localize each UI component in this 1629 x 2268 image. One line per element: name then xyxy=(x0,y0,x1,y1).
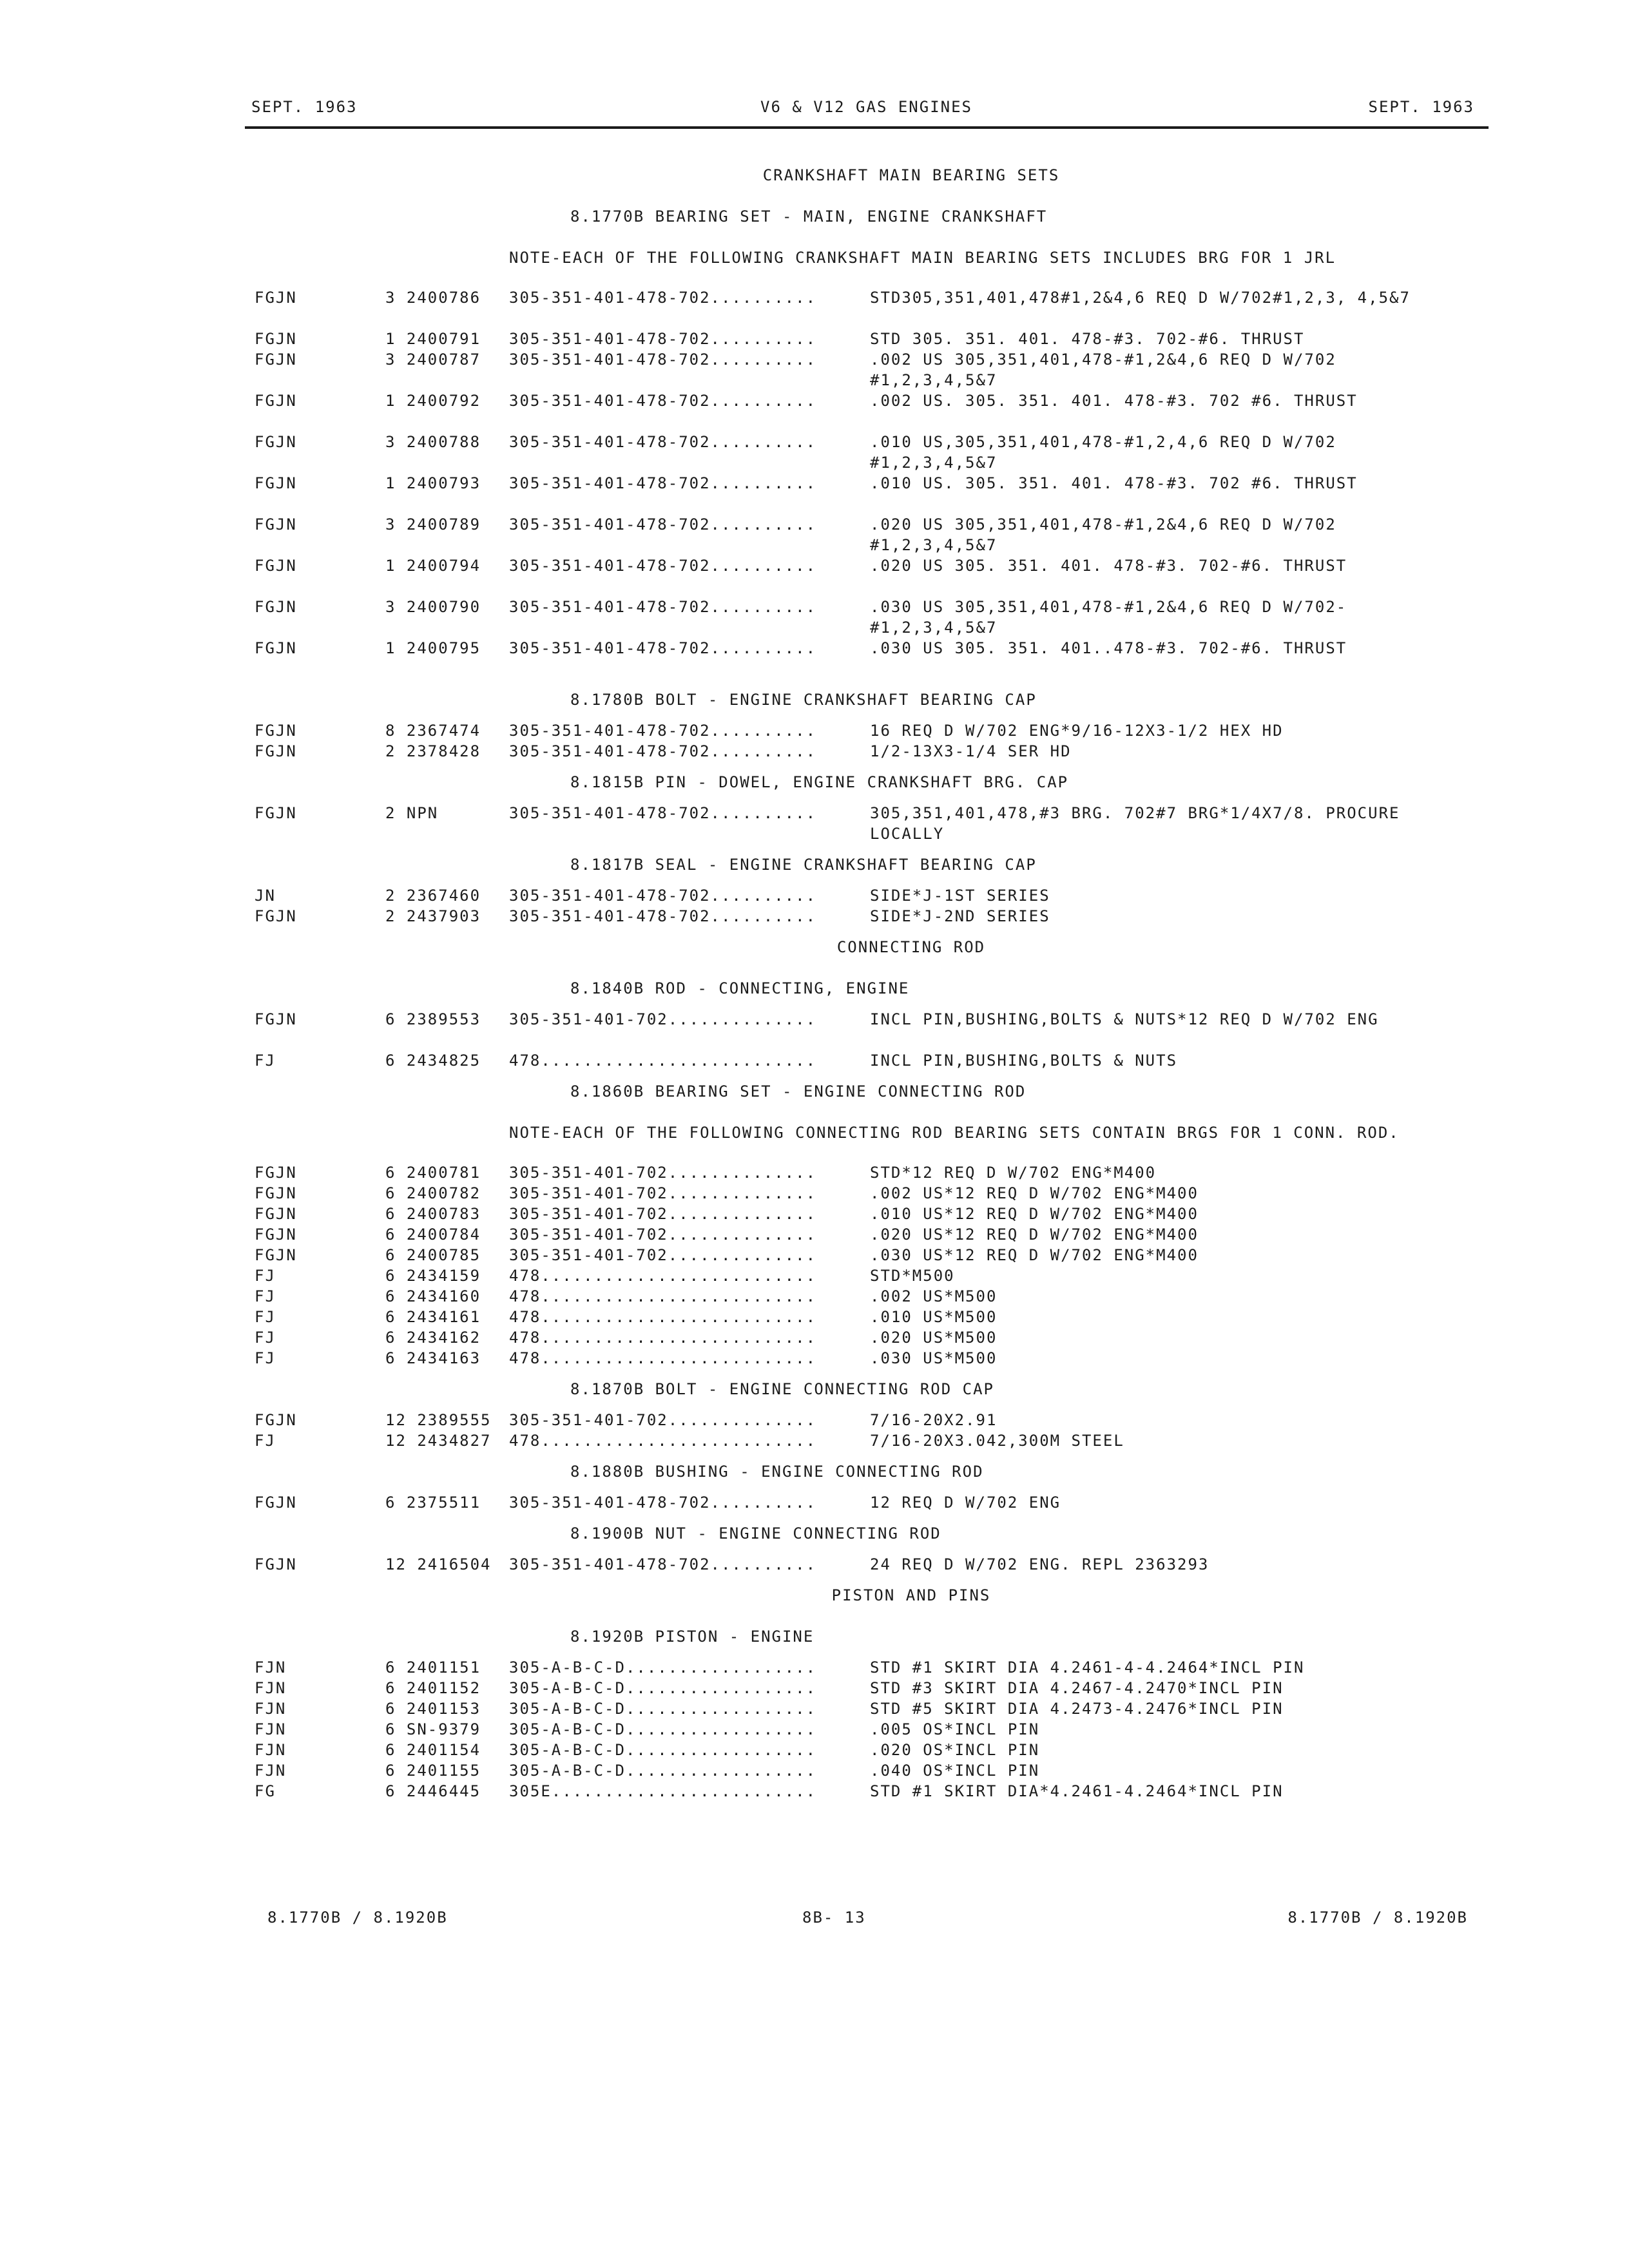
model-code: FGJN xyxy=(255,1225,297,1244)
table-row xyxy=(0,1307,1629,1327)
applicable-models: 305-351-401-702.............. xyxy=(509,1411,817,1429)
parts-list xyxy=(0,155,1629,1802)
model-code: FGJN xyxy=(255,804,297,822)
model-code: FGJN xyxy=(255,639,297,657)
table-row xyxy=(0,1327,1629,1348)
model-code: FGJN xyxy=(255,907,297,925)
qty-part-number: 6 2401155 xyxy=(385,1762,481,1780)
model-code: FGJN xyxy=(255,1494,297,1512)
applicable-models: 478.......................... xyxy=(509,1349,817,1367)
part-description: 16 REQ D W/702 ENG*9/16-12X3-1/2 HEX HD xyxy=(870,722,1284,740)
part-description: .020 OS*INCL PIN xyxy=(870,1741,1040,1759)
table-row xyxy=(0,1657,1629,1678)
qty-part-number: 1 2400795 xyxy=(385,639,481,657)
applicable-models: 305-351-401-702.............. xyxy=(509,1164,817,1182)
applicable-models: 305-351-401-702.............. xyxy=(509,1205,817,1223)
applicable-models: 305-351-401-478-702.......... xyxy=(509,804,817,822)
group-title: 8.1900B NUT - ENGINE CONNECTING ROD xyxy=(570,1524,941,1542)
part-description: 7/16-20X3.042,300M STEEL xyxy=(870,1432,1124,1450)
qty-part-number: 12 2416504 xyxy=(385,1555,492,1573)
table-row xyxy=(0,1492,1629,1513)
group-title: 8.1920B PISTON - ENGINE xyxy=(570,1628,815,1646)
applicable-models: 305-351-401-478-702.......... xyxy=(509,742,817,760)
applicable-models: 305-351-401-478-702.......... xyxy=(509,1555,817,1573)
part-description: SIDE*J-2ND SERIES xyxy=(870,907,1050,925)
table-row xyxy=(0,287,1629,329)
qty-part-number: 6 2434161 xyxy=(385,1308,481,1326)
qty-part-number: 1 2400791 xyxy=(385,330,481,348)
table-row xyxy=(0,1348,1629,1369)
table-row xyxy=(0,1678,1629,1698)
table-row xyxy=(0,597,1629,638)
table-row xyxy=(0,473,1629,514)
applicable-models: 305-A-B-C-D.................. xyxy=(509,1741,817,1759)
part-description: .030 US 305. 351. 401..478-#3. 702-#6. THRUST xyxy=(870,639,1347,657)
applicable-models: 305-351-401-702.............. xyxy=(509,1184,817,1202)
part-description: STD*M500 xyxy=(870,1267,955,1285)
qty-part-number: 1 2400794 xyxy=(385,557,481,575)
model-code: FJ xyxy=(255,1052,276,1070)
part-description: STD*12 REQ D W/702 ENG*M400 xyxy=(870,1164,1157,1182)
model-code: FGJN xyxy=(255,392,297,410)
qty-part-number: 6 2434160 xyxy=(385,1287,481,1305)
model-code: FGJN xyxy=(255,351,297,369)
table-row xyxy=(0,638,1629,679)
header-rule xyxy=(245,126,1489,129)
part-description: STD #1 SKIRT DIA 4.2461-4-4.2464*INCL PIN xyxy=(870,1658,1305,1677)
model-code: FGJN xyxy=(255,722,297,740)
group-title: 8.1840B ROD - CONNECTING, ENGINE xyxy=(570,979,910,997)
applicable-models: 305-351-401-478-702.......... xyxy=(509,515,817,533)
table-row xyxy=(0,432,1629,473)
model-code: FGJN xyxy=(255,1555,297,1573)
part-description: .020 US*12 REQ D W/702 ENG*M400 xyxy=(870,1225,1199,1244)
applicable-models: 478.......................... xyxy=(509,1287,817,1305)
qty-part-number: 3 2400788 xyxy=(385,433,481,451)
qty-part-number: 3 2400787 xyxy=(385,351,481,369)
qty-part-number: 2 NPN xyxy=(385,804,439,822)
table-row xyxy=(0,1698,1629,1719)
header-title: V6 & V12 GAS ENGINES xyxy=(760,98,972,116)
table-row xyxy=(0,1009,1629,1050)
footer-left-range: 8.1770B / 8.1920B xyxy=(267,1908,448,1927)
group-title: 8.1770B BEARING SET - MAIN, ENGINE CRANKSHAFT xyxy=(570,207,1048,226)
table-row xyxy=(0,1050,1629,1071)
applicable-models: 305-351-401-478-702.......... xyxy=(509,433,817,451)
table-row xyxy=(0,1162,1629,1183)
group-title: 8.1780B BOLT - ENGINE CRANKSHAFT BEARING CAP xyxy=(570,691,1037,709)
model-code: FGJN xyxy=(255,1246,297,1264)
qty-part-number: 6 2434163 xyxy=(385,1349,481,1367)
applicable-models: 305-351-401-478-702.......... xyxy=(509,887,817,905)
applicable-models: 305-A-B-C-D.................. xyxy=(509,1720,817,1738)
model-code: FGJN xyxy=(255,1164,297,1182)
model-code: FG xyxy=(255,1782,276,1800)
qty-part-number: 6 SN-9379 xyxy=(385,1720,481,1738)
model-code: FGJN xyxy=(255,598,297,616)
model-code: FGJN xyxy=(255,289,297,307)
model-code: FJN xyxy=(255,1741,287,1759)
table-row xyxy=(0,1183,1629,1204)
model-code: FGJN xyxy=(255,557,297,575)
footer-page-number: 8B- 13 xyxy=(802,1908,866,1927)
table-row xyxy=(0,1719,1629,1740)
part-description: .030 US*M500 xyxy=(870,1349,998,1367)
qty-part-number: 2 2378428 xyxy=(385,742,481,760)
applicable-models: 305-351-401-478-702.......... xyxy=(509,722,817,740)
part-description: .020 US 305,351,401,478-#1,2&4,6 REQ D W/702 #1,2,3,4,5&7 xyxy=(870,515,1336,554)
applicable-models: 305-351-401-478-702.......... xyxy=(509,330,817,348)
part-description: INCL PIN,BUSHING,BOLTS & NUTS*12 REQ D W/702 ENG xyxy=(870,1010,1379,1028)
qty-part-number: 6 2401151 xyxy=(385,1658,481,1677)
table-row xyxy=(0,1286,1629,1307)
applicable-models: 478.......................... xyxy=(509,1308,817,1326)
qty-part-number: 1 2400793 xyxy=(385,474,481,492)
qty-part-number: 6 2375511 xyxy=(385,1494,481,1512)
qty-part-number: 6 2401153 xyxy=(385,1700,481,1718)
group-title: 8.1817B SEAL - ENGINE CRANKSHAFT BEARING CAP xyxy=(570,856,1037,874)
model-code: FJN xyxy=(255,1720,287,1738)
qty-part-number: 8 2367474 xyxy=(385,722,481,740)
qty-part-number: 6 2401154 xyxy=(385,1741,481,1759)
applicable-models: 305-351-401-478-702.......... xyxy=(509,392,817,410)
model-code: FGJN xyxy=(255,1010,297,1028)
part-description: STD #1 SKIRT DIA*4.2461-4.2464*INCL PIN xyxy=(870,1782,1284,1800)
qty-part-number: 2 2367460 xyxy=(385,887,481,905)
table-row xyxy=(0,1410,1629,1430)
section-title: CRANKSHAFT MAIN BEARING SETS xyxy=(762,166,1060,184)
qty-part-number: 6 2401152 xyxy=(385,1679,481,1697)
model-code: FJN xyxy=(255,1658,287,1677)
model-code: FJN xyxy=(255,1762,287,1780)
group-title: 8.1870B BOLT - ENGINE CONNECTING ROD CAP xyxy=(570,1380,994,1398)
qty-part-number: 6 2400785 xyxy=(385,1246,481,1264)
part-description: .020 US 305. 351. 401. 478-#3. 702-#6. THRUST xyxy=(870,557,1347,575)
header-left-date: SEPT. 1963 xyxy=(251,98,358,116)
part-description: STD #3 SKIRT DIA 4.2467-4.2470*INCL PIN xyxy=(870,1679,1284,1697)
part-description: 305,351,401,478,#3 BRG. 702#7 BRG*1/4X7/8. PROCURE LOCALLY xyxy=(870,804,1400,843)
table-row xyxy=(0,1245,1629,1265)
table-row xyxy=(0,885,1629,906)
qty-part-number: 6 2434159 xyxy=(385,1267,481,1285)
qty-part-number: 3 2400790 xyxy=(385,598,481,616)
applicable-models: 305-A-B-C-D.................. xyxy=(509,1679,817,1697)
part-description: .010 US. 305. 351. 401. 478-#3. 702 #6. THRUST xyxy=(870,474,1358,492)
qty-part-number: 6 2434162 xyxy=(385,1329,481,1347)
part-description: .010 US,305,351,401,478-#1,2,4,6 REQ D W/702 #1,2,3,4,5&7 xyxy=(870,433,1336,472)
model-code: FGJN xyxy=(255,1205,297,1223)
model-code: FGJN xyxy=(255,515,297,533)
part-description: .002 US*12 REQ D W/702 ENG*M400 xyxy=(870,1184,1199,1202)
model-code: FGJN xyxy=(255,474,297,492)
table-row xyxy=(0,803,1629,844)
part-description: .010 US*12 REQ D W/702 ENG*M400 xyxy=(870,1205,1199,1223)
part-description: 7/16-20X2.91 xyxy=(870,1411,998,1429)
table-row xyxy=(0,1760,1629,1781)
table-row xyxy=(0,329,1629,349)
applicable-models: 478.......................... xyxy=(509,1267,817,1285)
table-row xyxy=(0,1224,1629,1245)
model-code: FJN xyxy=(255,1700,287,1718)
part-description: INCL PIN,BUSHING,BOLTS & NUTS xyxy=(870,1052,1178,1070)
qty-part-number: 6 2400783 xyxy=(385,1205,481,1223)
table-row xyxy=(0,1740,1629,1760)
applicable-models: 305-351-401-478-702.......... xyxy=(509,639,817,657)
table-row xyxy=(0,1204,1629,1224)
qty-part-number: 6 2389553 xyxy=(385,1010,481,1028)
model-code: FGJN xyxy=(255,433,297,451)
part-description: .030 US*12 REQ D W/702 ENG*M400 xyxy=(870,1246,1199,1264)
applicable-models: 305-351-401-478-702.......... xyxy=(509,289,817,307)
table-row xyxy=(0,1781,1629,1802)
table-row xyxy=(0,1430,1629,1451)
table-row xyxy=(0,390,1629,432)
model-code: FJ xyxy=(255,1287,276,1305)
qty-part-number: 6 2434825 xyxy=(385,1052,481,1070)
applicable-models: 478.......................... xyxy=(509,1052,817,1070)
group-title: 8.1860B BEARING SET - ENGINE CONNECTING ROD xyxy=(570,1082,1027,1100)
table-row xyxy=(0,1265,1629,1286)
model-code: FJ xyxy=(255,1329,276,1347)
part-description: .005 OS*INCL PIN xyxy=(870,1720,1040,1738)
model-code: FJ xyxy=(255,1349,276,1367)
group-note: NOTE-EACH OF THE FOLLOWING CONNECTING ROD BEARING SETS CONTAIN BRGS FOR 1 CONN. ROD. xyxy=(509,1124,1400,1142)
applicable-models: 305-351-401-478-702.......... xyxy=(509,598,817,616)
table-row xyxy=(0,349,1629,390)
group-title: 8.1815B PIN - DOWEL, ENGINE CRANKSHAFT BRG. CAP xyxy=(570,773,1069,791)
qty-part-number: 6 2400782 xyxy=(385,1184,481,1202)
applicable-models: 305-351-401-702.............. xyxy=(509,1225,817,1244)
section-title: PISTON AND PINS xyxy=(831,1586,991,1604)
part-description: .040 OS*INCL PIN xyxy=(870,1762,1040,1780)
applicable-models: 305-351-401-702.............. xyxy=(509,1246,817,1264)
model-code: FJN xyxy=(255,1679,287,1697)
qty-part-number: 6 2400784 xyxy=(385,1225,481,1244)
group-title: 8.1880B BUSHING - ENGINE CONNECTING ROD xyxy=(570,1463,984,1481)
table-row xyxy=(0,514,1629,555)
part-description: 12 REQ D W/702 ENG xyxy=(870,1494,1061,1512)
applicable-models: 305-351-401-478-702.......... xyxy=(509,1494,817,1512)
model-code: FJ xyxy=(255,1432,276,1450)
table-row xyxy=(0,720,1629,741)
applicable-models: 305-351-401-478-702.......... xyxy=(509,351,817,369)
applicable-models: 305-351-401-478-702.......... xyxy=(509,907,817,925)
model-code: FGJN xyxy=(255,742,297,760)
applicable-models: 478.......................... xyxy=(509,1432,817,1450)
applicable-models: 305-A-B-C-D.................. xyxy=(509,1658,817,1677)
applicable-models: 305-351-401-478-702.......... xyxy=(509,557,817,575)
part-description: 1/2-13X3-1/4 SER HD xyxy=(870,742,1072,760)
model-code: JN xyxy=(255,887,276,905)
part-description: STD #5 SKIRT DIA 4.2473-4.2476*INCL PIN xyxy=(870,1700,1284,1718)
footer-right-range: 8.1770B / 8.1920B xyxy=(1287,1908,1468,1927)
qty-part-number: 6 2446445 xyxy=(385,1782,481,1800)
part-description: .010 US*M500 xyxy=(870,1308,998,1326)
part-description: .002 US 305,351,401,478-#1,2&4,6 REQ D W/702 #1,2,3,4,5&7 xyxy=(870,351,1336,389)
applicable-models: 305-A-B-C-D.................. xyxy=(509,1762,817,1780)
part-description: .002 US*M500 xyxy=(870,1287,998,1305)
model-code: FGJN xyxy=(255,330,297,348)
applicable-models: 305E......................... xyxy=(509,1782,817,1800)
group-note: NOTE-EACH OF THE FOLLOWING CRANKSHAFT MAIN BEARING SETS INCLUDES BRG FOR 1 JRL xyxy=(509,249,1336,267)
qty-part-number: 1 2400792 xyxy=(385,392,481,410)
part-description: .020 US*M500 xyxy=(870,1329,998,1347)
model-code: FJ xyxy=(255,1308,276,1326)
part-description: STD305,351,401,478#1,2&4,6 REQ D W/702#1,2,3, 4,5&7 xyxy=(870,289,1411,307)
table-row xyxy=(0,906,1629,927)
qty-part-number: 3 2400786 xyxy=(385,289,481,307)
header-right-date: SEPT. 1963 xyxy=(1368,98,1474,116)
section-title: CONNECTING ROD xyxy=(836,938,986,956)
part-description: .030 US 305,351,401,478-#1,2&4,6 REQ D W/702- #1,2,3,4,5&7 xyxy=(870,598,1347,637)
part-description: STD 305. 351. 401. 478-#3. 702-#6. THRUST xyxy=(870,330,1305,348)
model-code: FJ xyxy=(255,1267,276,1285)
qty-part-number: 12 2434827 xyxy=(385,1432,492,1450)
model-code: FGJN xyxy=(255,1411,297,1429)
table-row xyxy=(0,741,1629,762)
qty-part-number: 6 2400781 xyxy=(385,1164,481,1182)
table-row xyxy=(0,555,1629,597)
applicable-models: 305-351-401-478-702.......... xyxy=(509,474,817,492)
applicable-models: 305-A-B-C-D.................. xyxy=(509,1700,817,1718)
part-description: SIDE*J-1ST SERIES xyxy=(870,887,1050,905)
qty-part-number: 12 2389555 xyxy=(385,1411,492,1429)
applicable-models: 305-351-401-702.............. xyxy=(509,1010,817,1028)
qty-part-number: 3 2400789 xyxy=(385,515,481,533)
table-row xyxy=(0,1554,1629,1575)
part-description: .002 US. 305. 351. 401. 478-#3. 702 #6. THRUST xyxy=(870,392,1358,410)
qty-part-number: 2 2437903 xyxy=(385,907,481,925)
part-description: 24 REQ D W/702 ENG. REPL 2363293 xyxy=(870,1555,1210,1573)
model-code: FGJN xyxy=(255,1184,297,1202)
applicable-models: 478.......................... xyxy=(509,1329,817,1347)
